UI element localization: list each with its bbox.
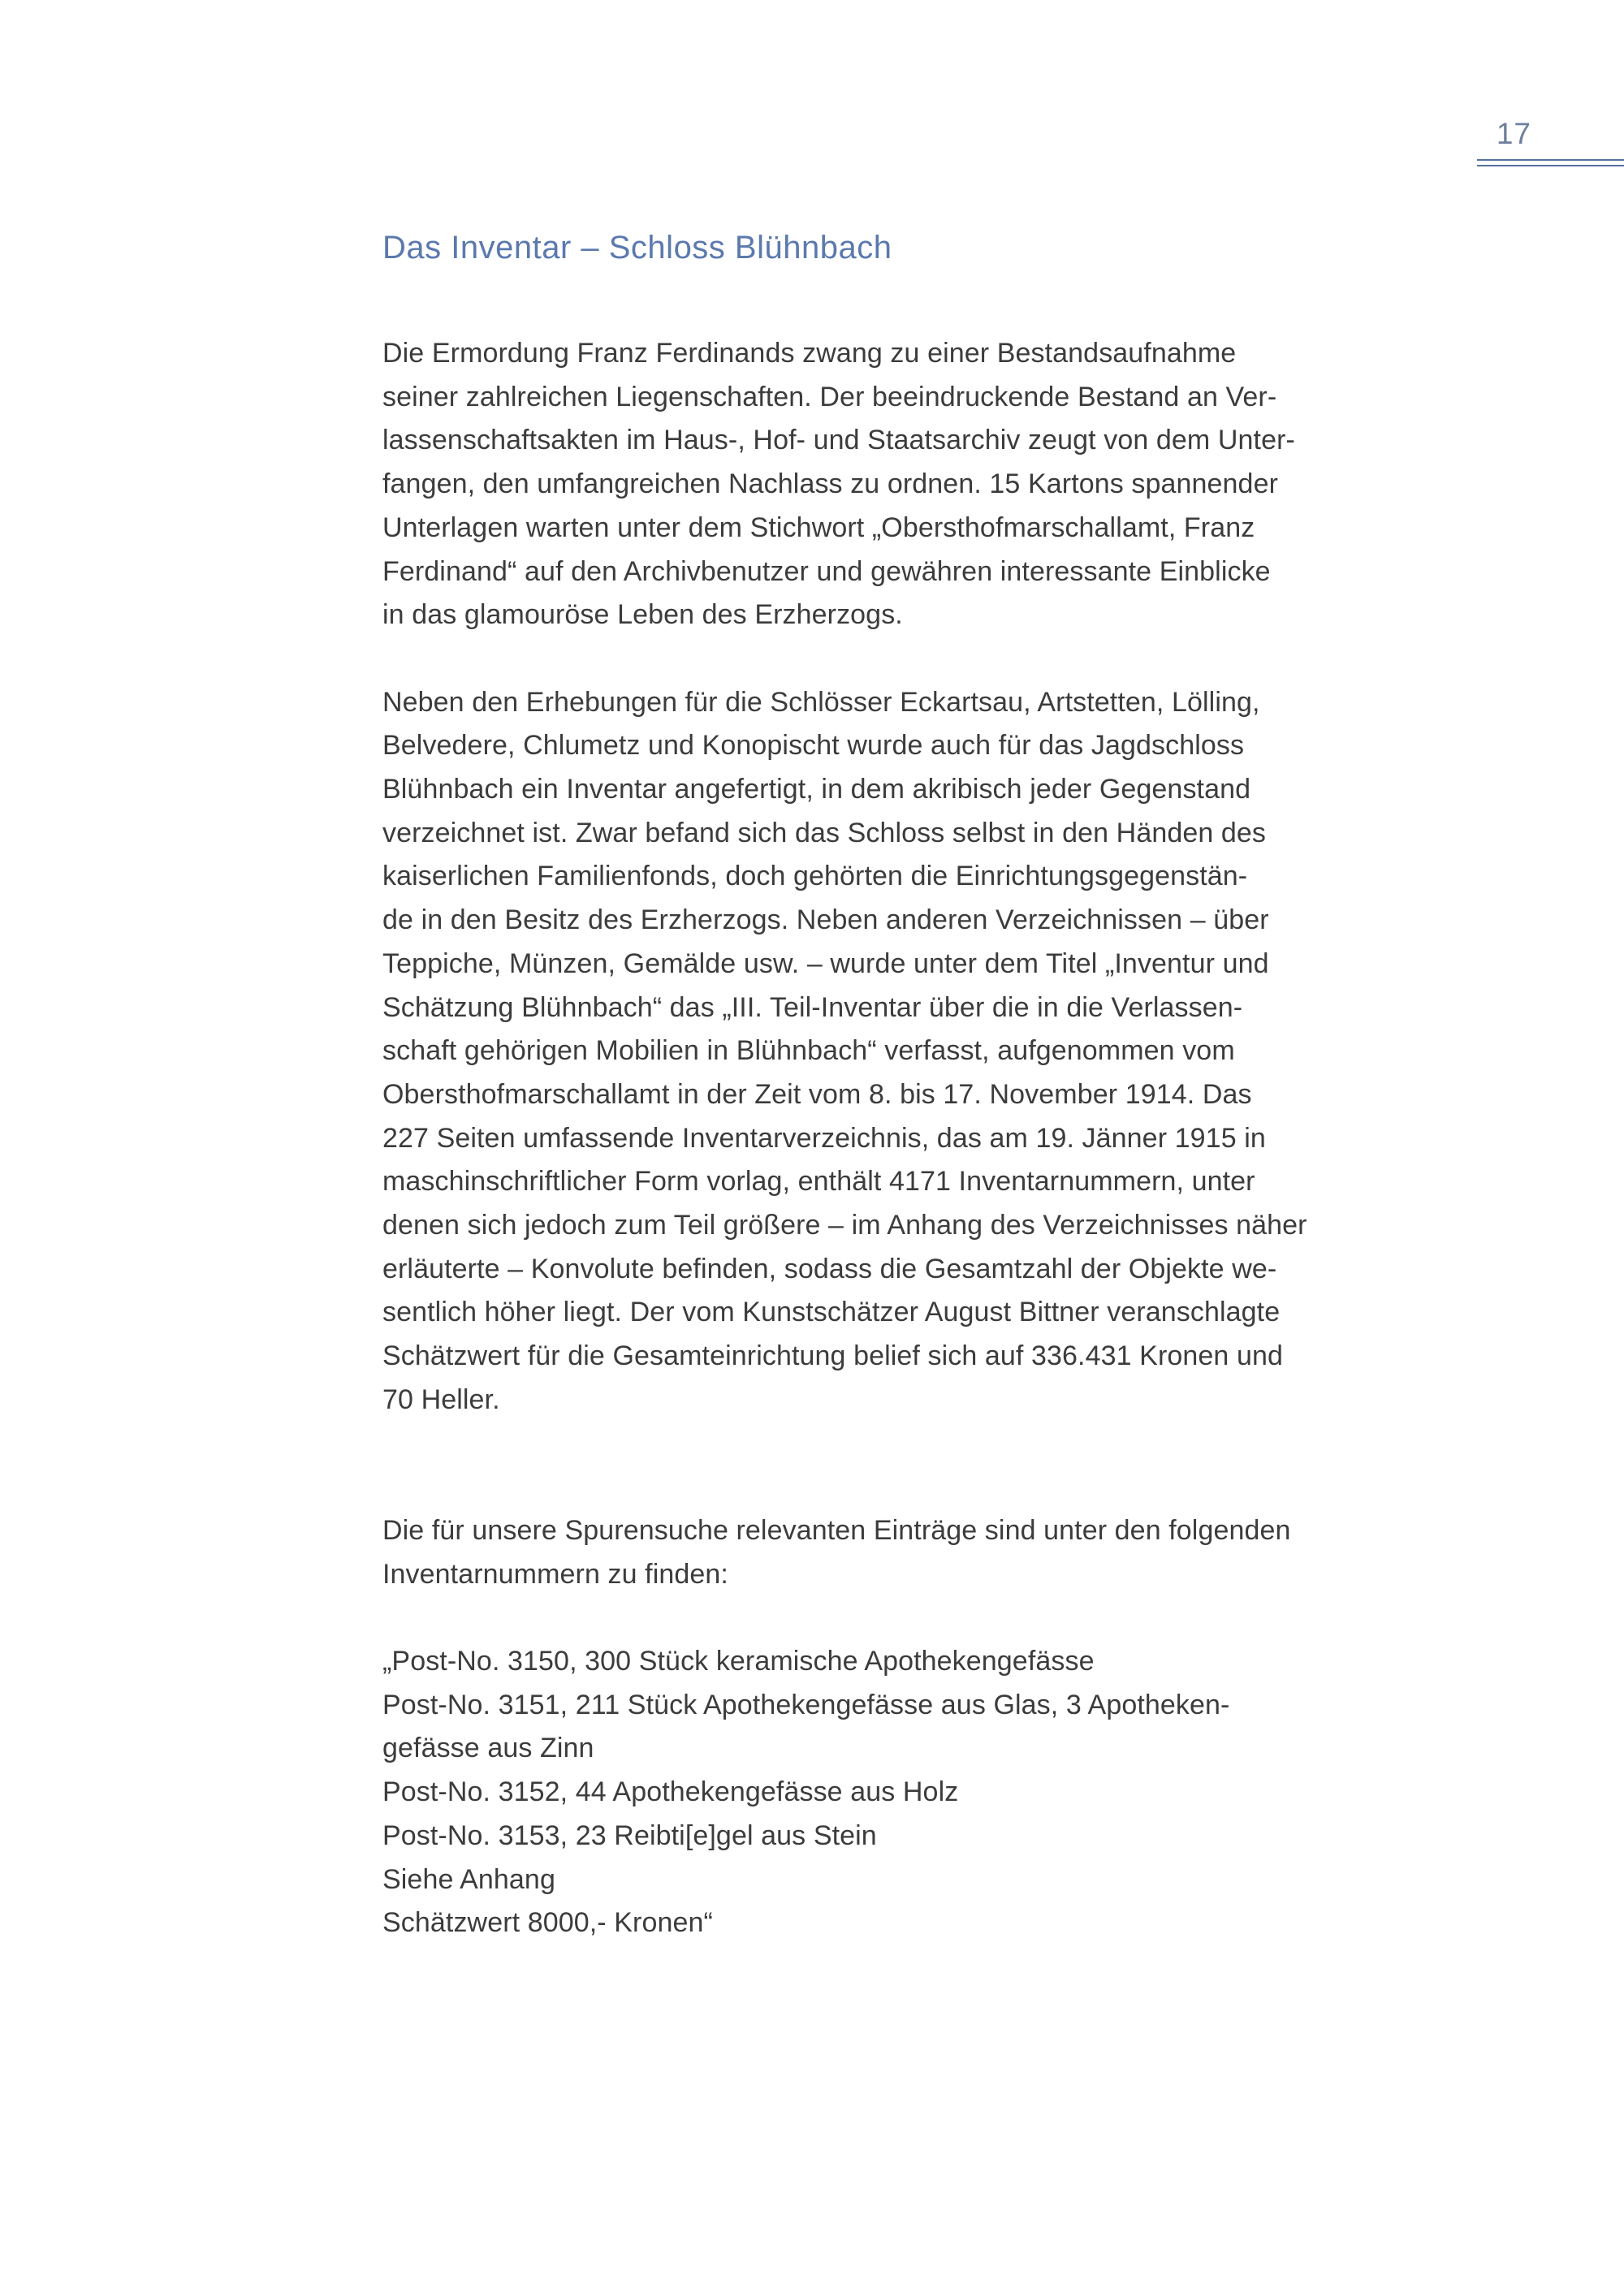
text-line: fangen, den umfangreichen Nachlass zu ordnen. 15 Kartons spannender [382,468,1279,500]
text-line: in das glamouröse Leben des Erzherzogs. [382,599,903,631]
text-line: denen sich jedoch zum Teil größere – im Anhang des Verzeichnisses näher [382,1210,1307,1241]
text-line: de in den Besitz des Erzherzogs. Neben anderen Verzeichnissen – über [382,904,1269,936]
text-line: Post-No. 3152, 44 Apothekengefässe aus Holz [382,1776,959,1808]
text-line: Schätzung Blühnbach“ das „III. Teil-Inventar über die in die Verlassen- [382,991,1243,1023]
text-line: Teppiche, Münzen, Gemälde usw. – wurde unter dem Titel „Inventur und [382,947,1269,979]
text-line: Post-No. 3151, 211 Stück Apothekengefässe aus Glas, 3 Apotheken- [382,1689,1230,1720]
text-line: verzeichnet ist. Zwar befand sich das Schloss selbst in den Händen des [382,817,1267,848]
header-rule [1477,159,1624,166]
text-line: Neben den Erhebungen für die Schlösser Eckartsau, Artstetten, Lölling, [382,686,1260,718]
text-line: gefässe aus Zinn [382,1733,594,1764]
page-body [382,332,1307,1945]
text-line: schaft gehörigen Mobilien in Blühnbach“ verfasst, aufgenommen vom [382,1035,1235,1067]
text-line: Inventarnummern zu finden: [382,1558,728,1590]
paragraph-inventory-details [382,681,1307,1422]
text-line: Schätzwert 8000,- Kronen“ [382,1907,713,1939]
text-line: Siehe Anhang [382,1863,555,1895]
page-title: Das Inventar – Schloss Blühnbach [382,230,892,265]
text-line: 227 Seiten umfassende Inventarverzeichnis, das am 19. Jänner 1915 in [382,1122,1266,1154]
text-line: Belvedere, Chlumetz und Konopischt wurde auch für das Jagdschloss [382,730,1245,762]
text-line: erläuterte – Konvolute befinden, sodass die Gesamtzahl der Objekte we- [382,1253,1277,1284]
text-line: maschinschriftlicher Form vorlag, enthält 4171 Inventarnummern, unter [382,1166,1255,1198]
text-line: Obersthofmarschallamt in der Zeit vom 8. bis 17. November 1914. Das [382,1078,1252,1110]
paragraph-inventory-intro [382,332,1307,637]
text-line: Schätzwert für die Gesamteinrichtung belief sich auf 336.431 Kronen und [382,1340,1283,1372]
text-line: Unterlagen warten unter dem Stichwort „Obersthofmarschallamt, Franz [382,511,1255,543]
paragraph-search-intro [382,1509,1307,1596]
text-line: Die für unsere Spurensuche relevanten Einträge sind unter den folgenden [382,1514,1291,1546]
page-number: 17 [1496,117,1531,150]
text-line: seiner zahlreichen Liegenschaften. Der beeindruckende Bestand an Ver- [382,381,1277,412]
text-line: Post-No. 3153, 23 Reibti[e]gel aus Stein [382,1819,877,1851]
text-line: kaiserlichen Familienfonds, doch gehörten die Einrichtungsgegenstän- [382,861,1248,892]
text-line: „Post-No. 3150, 300 Stück keramische Apothekengefässe [382,1646,1095,1677]
text-line: lassenschaftsakten im Haus-, Hof- und Staatsarchiv zeugt von dem Unter- [382,425,1295,456]
text-line: Die Ermordung Franz Ferdinands zwang zu einer Bestandsaufnahme [382,338,1237,369]
text-line: Blühnbach ein Inventar angefertigt, in dem akribisch jeder Gegenstand [382,774,1251,805]
text-line: 70 Heller. [382,1383,500,1415]
text-line: Ferdinand“ auf den Archivbenutzer und gewähren interessante Einblicke [382,555,1271,587]
paragraph-inventory-list [382,1640,1307,1945]
text-line: sentlich höher liegt. Der vom Kunstschätzer August Bittner veranschlagte [382,1297,1281,1328]
